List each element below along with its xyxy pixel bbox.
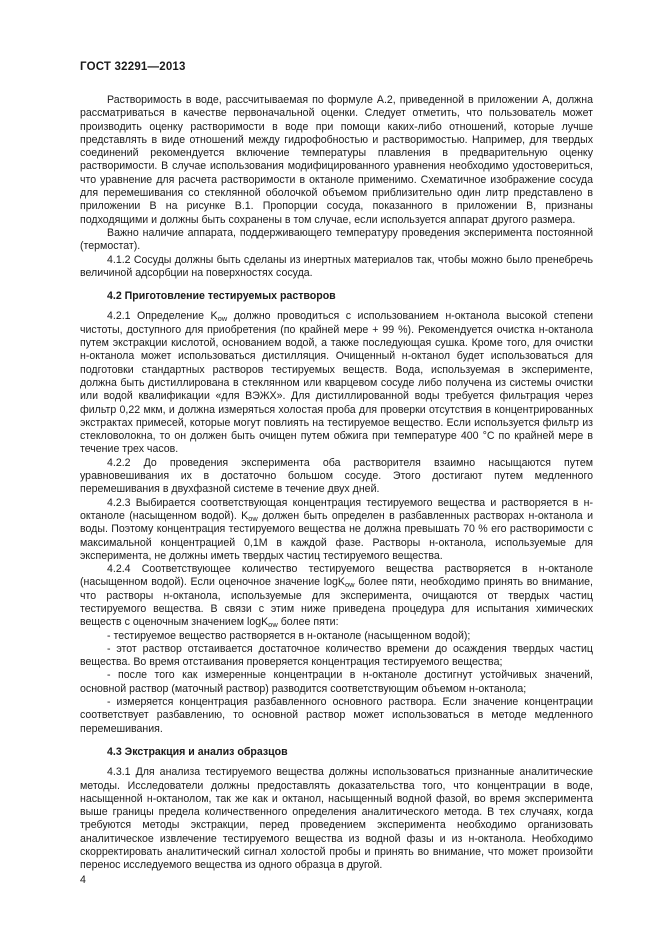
subscript: ow	[268, 620, 278, 630]
list-item: - этот раствор отстаивается достаточное количество времени до осаждения твердых частиц вещества. Во время отстаивания проверяется концентрация тестируемого вещества;	[80, 642, 593, 669]
section-heading-4-3: 4.3 Экстракция и анализ образцов	[107, 745, 288, 758]
paragraph-solubility: Растворимость в воде, рассчитываемая по формуле А.2, приведенной в приложении А, должна рассматриваться в качестве первоначальной оценки. Следует отметить, что пользователь может производить оценку растворимости в воде при помощи каких-либо отношений, которые лучше представлять в виде отношений между гидрофобностью и растворимостью. Например, для твердых соединений рекомендуется включение температуры плавления в предварительную оценку растворимости. В случае использования модифицированного уравнения необходимо удостовериться, что уравнение для расчета растворимости в октаноле применимо. Схематичное изображение сосуда для перемешивания со стеклянной оболочкой объемом приблизительно один литр представлено в приложении В на рисунке В.1. Пропорции сосуда, показанного в приложении В, признаны подходящими и должны быть сохранены в том случае, если используется аппарат другого размера.	[80, 94, 593, 226]
subscript: ow	[217, 314, 228, 324]
text-run: 4.2.4 Соответствующее количество тестируемого вещества растворяется в н-октаноле (насыщенном водой). Если оценочное значение logK	[80, 563, 593, 589]
list-item: - после того как измеренные концентрации в н-октаноле достигнут устойчивых значений, основной раствор (маточный раствор) разводится соответствующим объемом н-октанола;	[80, 669, 593, 695]
text-run: 4.2.1 Определение K	[107, 310, 218, 323]
text-run: более пяти, необходимо принять во внимание, что растворы н-октанола, используемые для эксперимента, очищаются от твердых частиц тестируемого вещества. В связи с этим ниже приведена процедура для испытания химических веществ с оценочным значением logK	[80, 576, 593, 629]
subscript: ow	[248, 513, 258, 523]
list-item: - тестируемое вещество растворяется в н-октаноле (насыщенном водой);	[107, 629, 471, 642]
text-run: должно проводиться с использованием н-октанола высокой степени чистоты, доступного для приобретения (по крайней мере + 99 %). Рекомендуется очистка н-октанола путем экстракции кислотой, основанием водой, а также последующая сушка. Кроме того, для очистки н-октанола может использоваться дистилляция. Очищенный н-октанол будет использоваться для подготовки стандартных растворов тестируемых веществ. Вода, используемая в эксперименте, должна быть дистиллирована в стеклянном или кварцевом сосуде либо получена из системы очистки или водой квалификации «для ВЭЖХ». Для дистиллированной воды требуется фильтрация через фильтр 0,22 мкм, и должна измеряться холостая проба для проверки отсутствия в концентрированных экстрактах примесей, которые могут повлиять на тестируемое вещество. Если используется фильтр из стекловолокна, то он должен быть очищен путем обжига при температуре 400 °С по крайней мере в течение трех часов.	[80, 310, 594, 456]
page-number: 4	[80, 874, 86, 886]
section-heading-4-2: 4.2 Приготовление тестируемых растворов	[107, 290, 336, 303]
list-item: - измеряется концентрация разбавленного основного раствора. Если значение концентрации соответствует разбавлению, то основной раствор может использоваться в методе медленного перемешивания.	[80, 696, 593, 735]
paragraph-4-2-4	[80, 563, 593, 629]
text-run: 4.2.3 Выбирается соответствующая концентрация тестируемого вещества и растворяется в н-октаноле (насыщенном водой). K	[80, 496, 593, 522]
paragraph-thermostat: Важно наличие аппарата, поддерживающего температуру проведения эксперимента постоянной (термостат).	[80, 226, 593, 253]
paragraph-4-2-1	[80, 310, 593, 456]
paragraph-4-3-1: 4.3.1 Для анализа тестируемого вещества должны использоваться признанные аналитические методы. Исследователи должны предоставлять доказательства того, что концентрации в воде, насыщенной н-октанолом, так же как и октанол, насыщенный водной фазой, во время эксперимента выше границы предела количественного определения аналитического метода. В тех случаях, когда требуются методы экстракции, перед проведением эксперимента необходимо организовать аналитическое извлечение тестируемого вещества из водной фазы и из н-октанола. Необходимо скорректировать аналитический сигнал холостой пробы и принять во внимание, что может произойти перенос исследуемого вещества из одного образца в другой.	[80, 766, 593, 872]
document-body	[80, 94, 593, 873]
text-run: должен быть определен в разбавленных растворах н-октанола и воды. Поэтому концентрация тестируемого вещества не должна превышать 70 % его растворимости с максимальной концентрацией 0,1М в каждой фазе. Растворы н-октанола, используемые для эксперимента, не должны иметь твердых частиц тестируемого вещества.	[80, 509, 593, 562]
paragraph-4-2-3	[80, 497, 593, 563]
paragraph-4-2-2: 4.2.2 До проведения эксперимента оба растворителя взаимно насыщаются путем уравновешивания их в достаточно большом сосуде. Этого достигают путем медленного перемешивания в двухфазной системе в течение двух дней.	[80, 456, 593, 496]
paragraph-4-1-2: 4.1.2 Сосуды должны быть сделаны из инертных материалов так, чтобы можно было пренебречь величиной адсорбции на поверхностях сосуда.	[80, 253, 593, 279]
text-run: более пяти:	[277, 616, 339, 629]
subscript: ow	[344, 580, 355, 590]
standard-header: ГОСТ 32291—2013	[80, 61, 186, 73]
